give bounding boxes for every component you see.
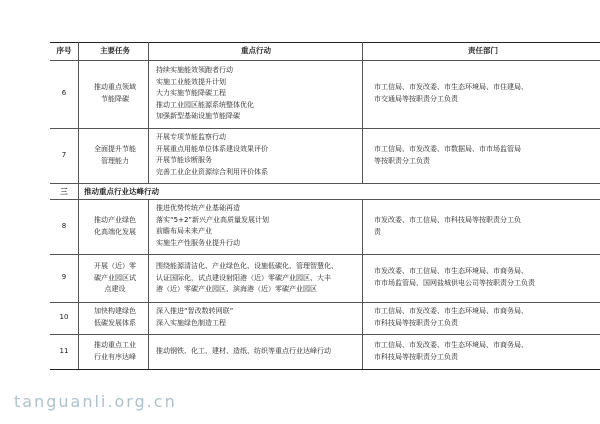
dept-line: 市工信局、市发改委、市生态环境局、市商务局、: [374, 307, 528, 315]
task-line: 节能降碳: [101, 94, 129, 103]
col-divider: [78, 42, 79, 369]
section-title: 推动重点行业达峰行动: [84, 187, 159, 196]
dept-line: 市工信局、市发改委、市生态环境局、市商务局、: [374, 341, 528, 349]
action-line: 认证国际化，试点建设射阳港（近）零碳产业园区、大丰: [156, 273, 331, 282]
header-task: 主要任务: [100, 46, 130, 55]
dept-line: 责: [374, 227, 381, 236]
action-line: 深入实施绿色制造工程: [156, 318, 226, 327]
task-line: 开展（近）零: [94, 262, 136, 270]
header-bottom-rule: [50, 60, 600, 61]
action-line: 推进优势传统产业基础再造: [156, 204, 240, 212]
watermark-text: tanguanli.org.cn: [14, 392, 177, 411]
row-number: 7: [61, 151, 67, 159]
dept-line: 等按职责分工负责: [374, 156, 430, 165]
row-number: 10: [59, 313, 69, 321]
action-line: 落实“5+2”新兴产业高质量发展计划: [156, 215, 270, 224]
header-no: 序号: [56, 46, 72, 55]
row-actions: [150, 65, 362, 123]
action-line: 开展专项节能监察行动: [156, 133, 226, 141]
section-number: 三: [60, 187, 68, 196]
task-line: 化高端化发展: [94, 227, 136, 236]
action-line: 开展重点用能单位体系建设效果评价: [156, 144, 268, 153]
row-divider: [50, 254, 600, 255]
row-dept: [366, 82, 600, 105]
action-line: 推动工业园区能源系统整体优化: [156, 100, 254, 109]
row-task: [80, 215, 150, 238]
dept-line: 市工信局、市发改委、市生态环境局、市住建局、: [374, 83, 528, 91]
action-line: 围绕能源清洁化、产业绿色化、设施低碳化、管理智慧化、: [156, 262, 338, 270]
header-dept: 责任部门: [468, 46, 498, 55]
row-dept: [366, 215, 600, 238]
action-line: 持续实施能效领跑者行动: [156, 66, 233, 74]
col-divider: [362, 199, 363, 369]
task-line: 推动产业绿色: [94, 216, 136, 224]
row-dept: [366, 266, 600, 289]
task-line: 加快构建绿色: [94, 307, 136, 315]
row-number: 8: [61, 222, 67, 230]
row-number: 6: [61, 89, 67, 97]
row-task: [80, 306, 150, 329]
table-top-rule: [50, 42, 600, 43]
action-line: 完善工业企业资源综合利用评价体系: [156, 167, 268, 176]
dept-line: 市发改委、市工信局、市生态环境局、市商务局、: [374, 267, 528, 275]
row-actions: [150, 261, 362, 296]
task-line: 全面提升节能: [94, 145, 136, 153]
row-divider: [50, 183, 600, 184]
action-line: 加强新型基础设施节能降碳: [156, 112, 240, 121]
row-actions: [150, 346, 362, 358]
task-line: 推动重点工业: [94, 341, 136, 349]
row-dept: [366, 306, 600, 329]
row-divider: [50, 334, 600, 335]
table-bottom-rule: [50, 369, 600, 370]
row-divider: [50, 128, 600, 129]
row-divider: [50, 199, 600, 200]
dept-line: 市交通局等按职责分工负责: [374, 94, 458, 103]
row-divider: [50, 302, 600, 303]
dept-line: 市科技局等按职责分工负责: [374, 318, 458, 327]
dept-line: 市工信局、市发改委、市数据局、市市场监管局: [374, 145, 521, 153]
row-dept: [366, 340, 600, 363]
action-line: 开展节能诊断服务: [156, 156, 212, 165]
row-actions: [150, 132, 362, 178]
action-line: 实施生产性服务业提升行动: [156, 238, 240, 247]
action-line: 实施工业能效提升计划: [156, 77, 226, 86]
row-task: [80, 82, 150, 105]
dept-line: 市市场监管局、国网盐城供电公司等按职责分工负责: [374, 278, 535, 287]
row-number: 9: [61, 273, 67, 281]
task-line: 点建设: [104, 285, 126, 294]
task-line: 管理能力: [101, 156, 129, 165]
row-actions: [150, 203, 362, 249]
task-line: 碳产业园区试: [94, 273, 136, 282]
col-divider: [362, 42, 363, 183]
action-line: 大力实施节能降碳工程: [156, 89, 226, 98]
header-action: 重点行动: [241, 46, 271, 55]
row-number: 11: [59, 347, 69, 355]
task-line: 推动重点领域: [94, 83, 136, 91]
action-line: 港（近）零碳产业园区、滨海港（近）零碳产业园区: [156, 285, 317, 294]
action-line: 深入推进“智改数转网联”: [156, 307, 234, 315]
row-task: [80, 144, 150, 167]
dept-line: 市发改委、市工信局、市科技局等按职责分工负: [374, 216, 521, 224]
action-line: 推动钢铁、化工、建材、造纸、纺织等重点行业达峰行动: [156, 347, 331, 355]
row-task: [80, 340, 150, 363]
action-line: 前瞻布局未来产业: [156, 227, 212, 236]
task-line: 低碳发展体系: [94, 318, 136, 327]
dept-line: 市科技局等按职责分工负责: [374, 352, 458, 361]
row-actions: [150, 306, 362, 329]
row-task: [80, 261, 150, 296]
task-line: 行业有序达峰: [94, 352, 136, 361]
row-dept: [366, 144, 600, 167]
